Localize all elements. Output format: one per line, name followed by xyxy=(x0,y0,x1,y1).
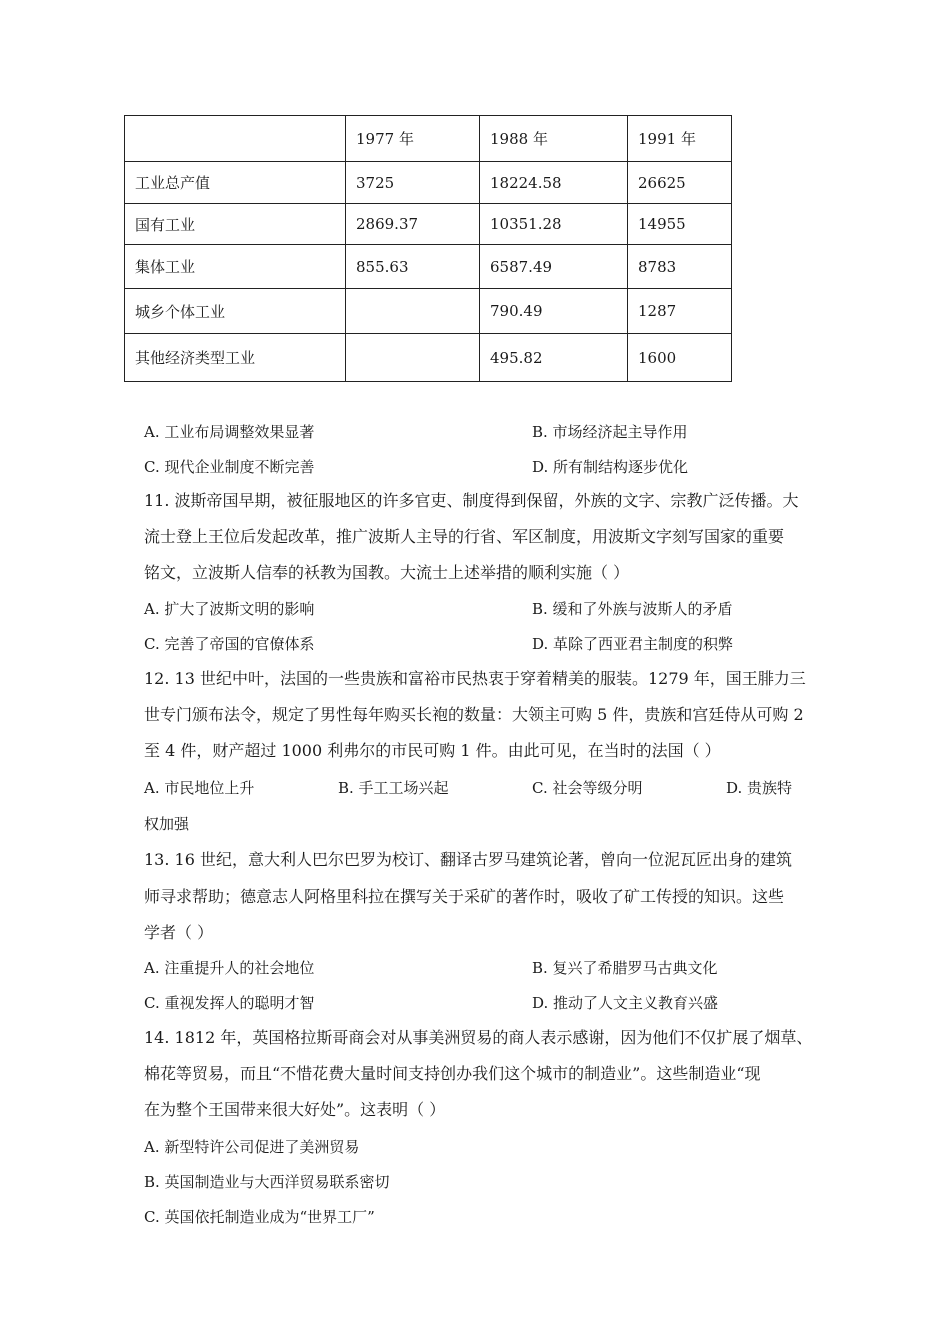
table-header-row xyxy=(125,116,732,162)
table-cell: 1287 xyxy=(628,289,732,334)
option-d: D. 推动了人文主义教育兴盛 xyxy=(532,994,719,1012)
question-14-line-2: 棉花等贸易，而且“不惜花费大量时间支持创办我们这个城市的制造业”。这些制造业“现 xyxy=(144,1064,761,1083)
question-12-line-2: 世专门颁布法令，规定了男性每年购买长袍的数量：大领主可购 5 件，贵族和宫廷侍从可购 2 xyxy=(144,705,804,724)
table-cell: 其他经济类型工业 xyxy=(125,334,346,382)
option-c: C. 社会等级分明 xyxy=(532,779,643,797)
option-d: D. 革除了西亚君主制度的积弊 xyxy=(532,635,734,653)
table-cell: 18224.58 xyxy=(480,162,628,204)
table-cell: 6587.49 xyxy=(480,245,628,289)
table-row xyxy=(125,289,732,334)
industry-output-table xyxy=(124,115,732,382)
table-cell: 790.49 xyxy=(480,289,628,334)
option-b: B. 缓和了外族与波斯人的矛盾 xyxy=(532,600,733,618)
table-cell xyxy=(346,289,480,334)
option-a: A. 新型特许公司促进了美洲贸易 xyxy=(144,1138,360,1156)
table-row xyxy=(125,162,732,204)
table-cell: 855.63 xyxy=(346,245,480,289)
question-11-line-1: 11. 波斯帝国早期，被征服地区的许多官吏、制度得到保留，外族的文字、宗教广泛传播。大 xyxy=(144,491,799,510)
table-cell: 3725 xyxy=(346,162,480,204)
table-row xyxy=(125,245,732,289)
option-a: A. 注重提升人的社会地位 xyxy=(144,959,315,977)
question-13-line-2: 师寻求帮助；德意志人阿格里科拉在撰写关于采矿的著作时，吸收了矿工传授的知识。这些 xyxy=(144,887,785,906)
option-c: C. 现代企业制度不断完善 xyxy=(144,458,315,476)
table-cell: 495.82 xyxy=(480,334,628,382)
option-b: B. 英国制造业与大西洋贸易联系密切 xyxy=(144,1173,390,1191)
question-14-line-1: 14. 1812 年，英国格拉斯哥商会对从事美洲贸易的商人表示感谢，因为他们不仅扩展了烟草、 xyxy=(144,1028,813,1047)
option-c: C. 英国依托制造业成为“世界工厂” xyxy=(144,1208,375,1226)
table-cell: 1600 xyxy=(628,334,732,382)
question-12-line-1: 12. 13 世纪中叶，法国的一些贵族和富裕市民热衷于穿着精美的服装。1279 年，国王腓力三 xyxy=(144,669,806,688)
table-cell: 26625 xyxy=(628,162,732,204)
question-13-line-3: 学者（ ） xyxy=(144,923,214,942)
option-a: A. 工业布局调整效果显著 xyxy=(144,423,315,441)
question-14-line-3: 在为整个王国带来很大好处”。这表明（ ） xyxy=(144,1100,446,1119)
table-cell: 14955 xyxy=(628,204,732,245)
option-d-continued: 权加强 xyxy=(144,815,190,833)
option-b: B. 复兴了希腊罗马古典文化 xyxy=(532,959,718,977)
question-13-line-1: 13. 16 世纪，意大利人巴尔巴罗为校订、翻译古罗马建筑论著，曾向一位泥瓦匠出身的建筑 xyxy=(144,850,792,869)
table-cell: 2869.37 xyxy=(346,204,480,245)
option-d: D. 贵族特 xyxy=(726,779,793,797)
question-12-line-3: 至 4 件，财产超过 1000 利弗尔的市民可购 1 件。由此可见，在当时的法国（ ） xyxy=(144,741,721,760)
option-c: C. 重视发挥人的聪明才智 xyxy=(144,994,315,1012)
table-cell: 集体工业 xyxy=(125,245,346,289)
option-c: C. 完善了帝国的官僚体系 xyxy=(144,635,315,653)
table-cell: 城乡个体工业 xyxy=(125,289,346,334)
question-11-line-3: 铭文，立波斯人信奉的袄教为国教。大流士上述举措的顺利实施（ ） xyxy=(144,563,630,582)
table-row xyxy=(125,334,732,382)
table-header-cell: 1991 年 xyxy=(628,116,732,162)
option-d: D. 所有制结构逐步优化 xyxy=(532,458,689,476)
table-row xyxy=(125,204,732,245)
table-header-cell xyxy=(125,116,346,162)
table-cell: 工业总产值 xyxy=(125,162,346,204)
table-cell: 国有工业 xyxy=(125,204,346,245)
table-header-cell: 1988 年 xyxy=(480,116,628,162)
option-b: B. 市场经济起主导作用 xyxy=(532,423,688,441)
option-a: A. 市民地位上升 xyxy=(144,779,255,797)
option-a: A. 扩大了波斯文明的影响 xyxy=(144,600,315,618)
table-cell: 8783 xyxy=(628,245,732,289)
table-header-cell: 1977 年 xyxy=(346,116,480,162)
table-cell xyxy=(346,334,480,382)
question-11-line-2: 流士登上王位后发起改革，推广波斯人主导的行省、军区制度，用波斯文字刻写国家的重要 xyxy=(144,527,785,546)
option-b: B. 手工工场兴起 xyxy=(338,779,449,797)
table-cell: 10351.28 xyxy=(480,204,628,245)
